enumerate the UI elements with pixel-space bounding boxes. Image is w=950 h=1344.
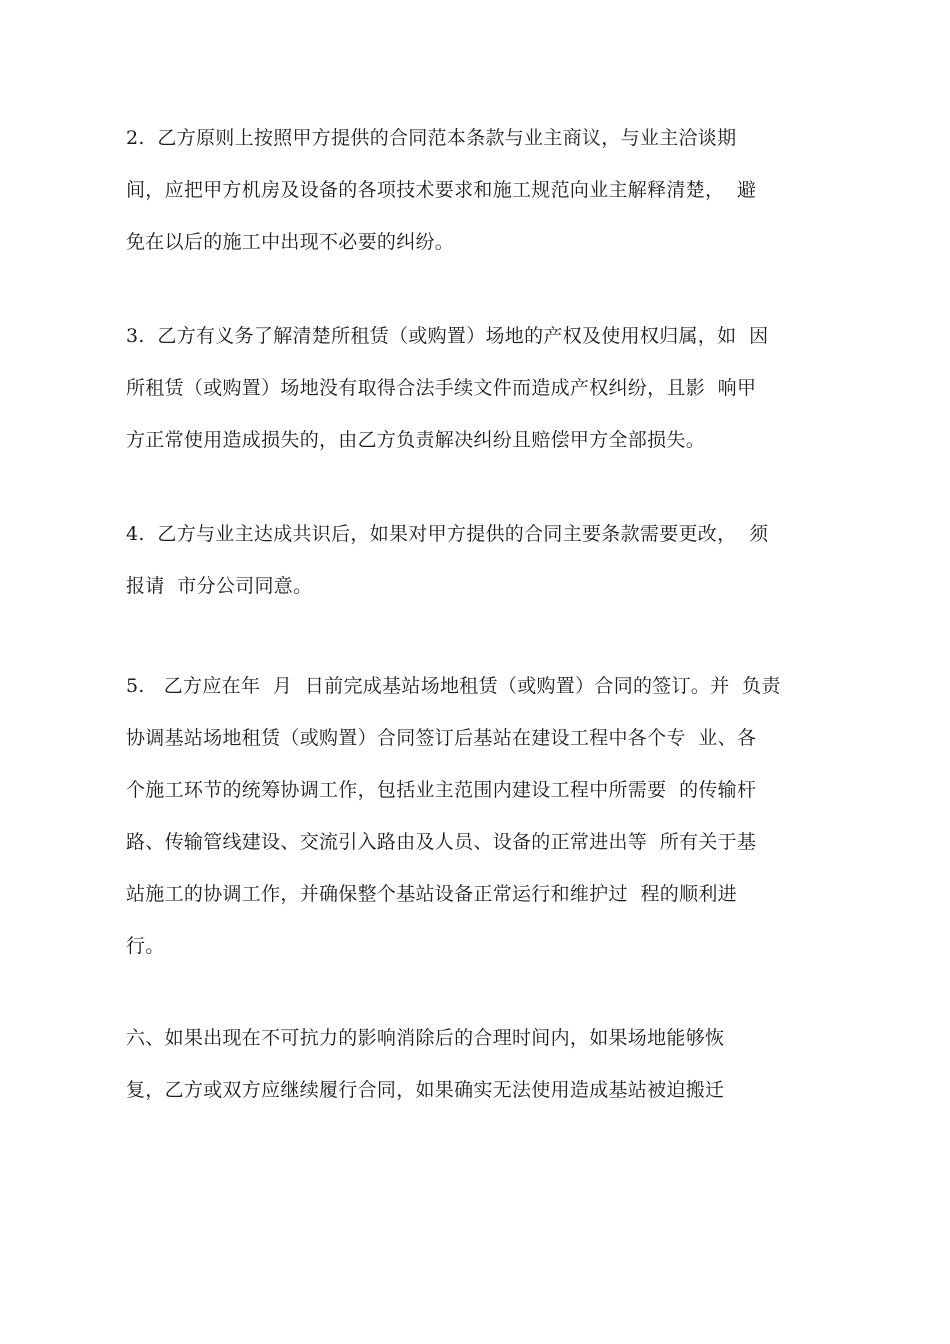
clause-5-paragraph <box>126 660 836 972</box>
text-line: 4. 乙方与业主达成共识后，如果对甲方提供的合同主要条款需要更改， 须 <box>126 523 769 545</box>
text-line: 个施工环节的统筹协调工作，包括业主范围内建设工程中所需要 的传输杆 <box>126 779 757 801</box>
clause-3-paragraph <box>126 310 836 466</box>
text-line: 站施工的协调工作，并确保整个基站设备正常运行和维护过 程的顺利进 <box>126 883 737 905</box>
text-line: 间，应把甲方机房及设备的各项技术要求和施工规范向业主解释清楚， 避 <box>126 179 757 201</box>
text-line: 复，乙方或双方应继续履行合同，如果确实无法使用造成基站被迫搬迁 <box>126 1079 725 1101</box>
text-line: 行。 <box>126 935 165 957</box>
text-line: 路、传输管线建设、交流引入路由及人员、设备的正常进出等 所有关于基 <box>126 831 757 853</box>
text-line: 3. 乙方有义务了解清楚所租赁（或购置）场地的产权及使用权归属，如 因 <box>126 325 769 347</box>
text-line: 方正常使用造成损失的，由乙方负责解决纠纷且赔偿甲方全部损失。 <box>126 429 706 451</box>
text-line: 免在以后的施工中出现不必要的纠纷。 <box>126 231 455 253</box>
text-line: 报请 市分公司同意。 <box>126 575 313 597</box>
clause-4-paragraph <box>126 508 836 612</box>
text-line: 5. 乙方应在年 月 日前完成基站场地租赁（或购置）合同的签订。并 负责 <box>126 675 781 697</box>
clause-2-paragraph <box>126 112 836 268</box>
section-6-paragraph <box>126 1012 836 1116</box>
text-line: 2. 乙方原则上按照甲方提供的合同范本条款与业主商议，与业主洽谈期 <box>126 127 737 149</box>
text-line: 协调基站场地租赁（或购置）合同签订后基站在建设工程中各个专 业、各 <box>126 727 757 749</box>
text-line: 所租赁（或购置）场地没有取得合法手续文件而造成产权纠纷，且影 响甲 <box>126 377 757 399</box>
text-line: 六、如果出现在不可抗力的影响消除后的合理时间内，如果场地能够恢 <box>126 1027 725 1049</box>
